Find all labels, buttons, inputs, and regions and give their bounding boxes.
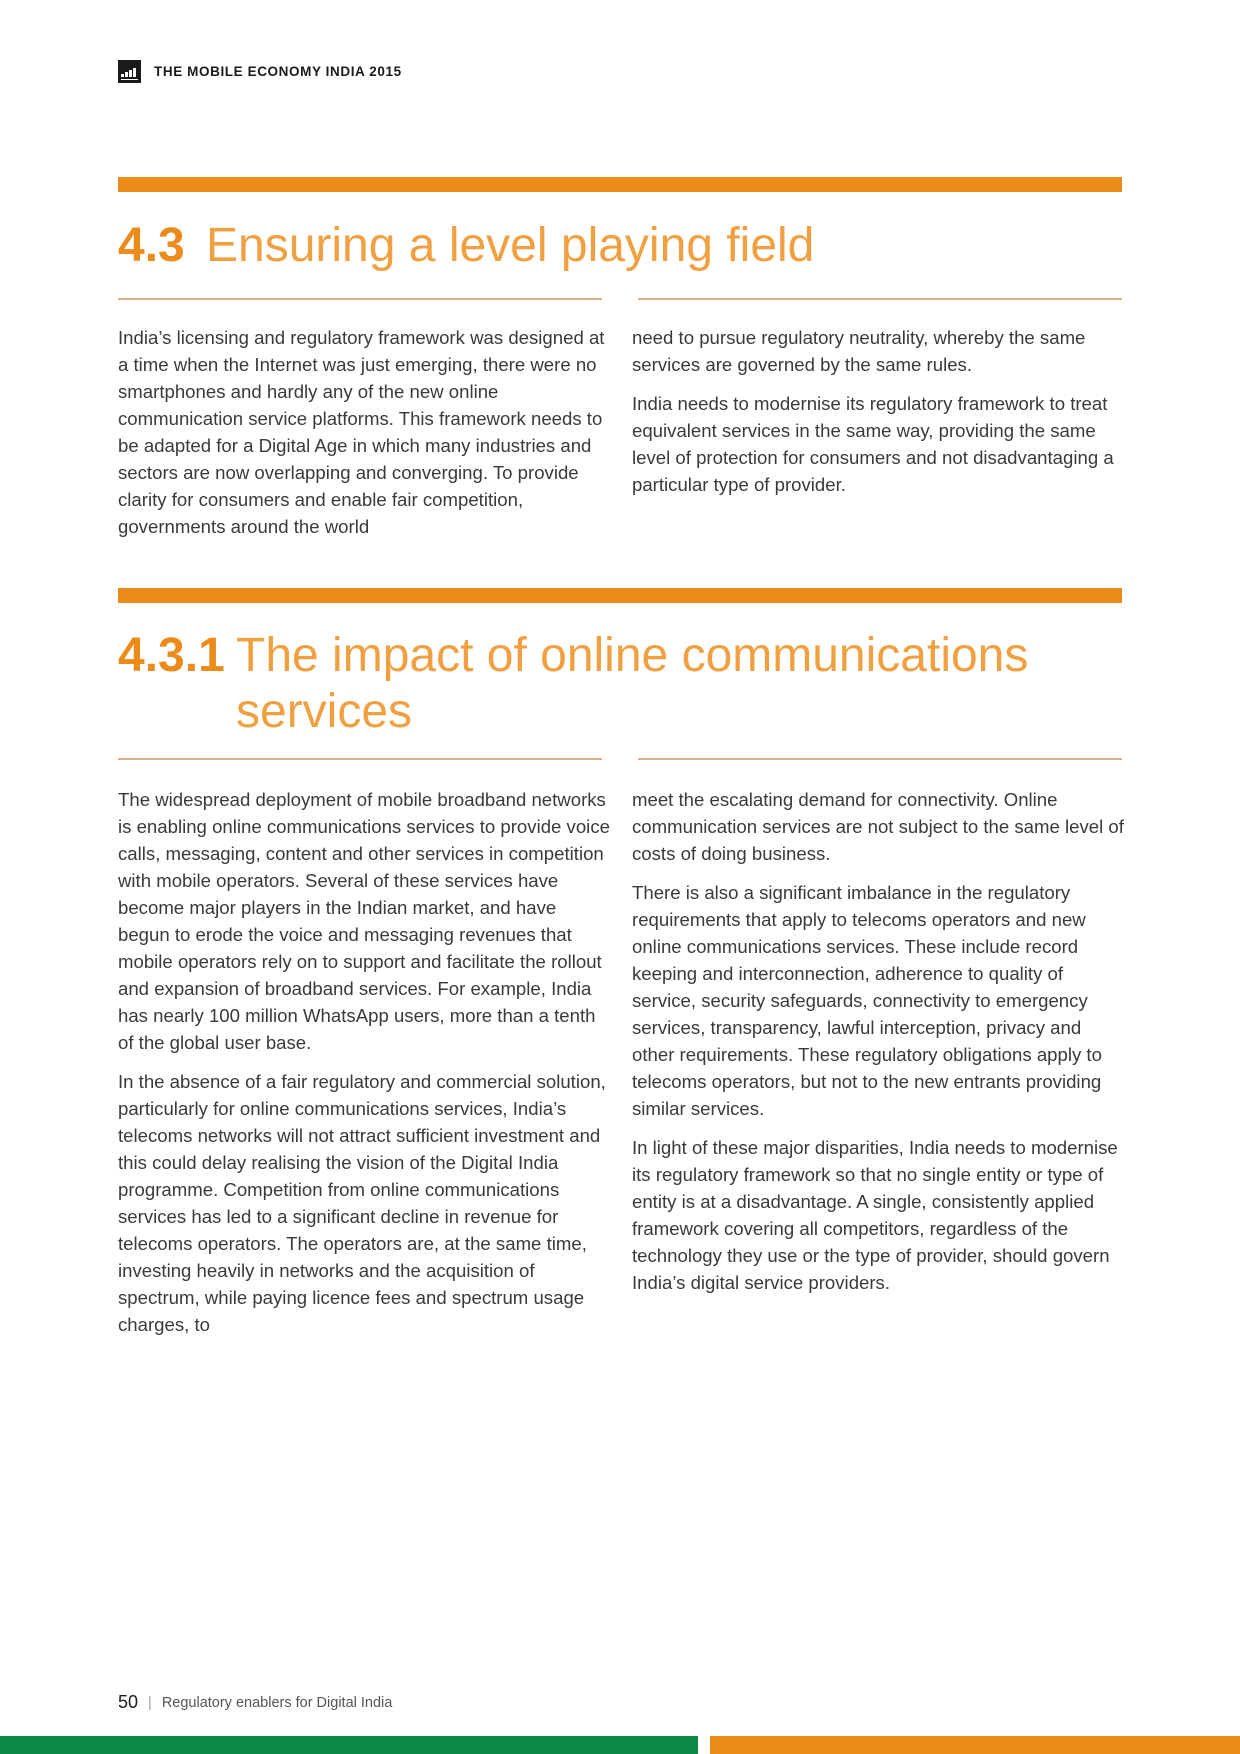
column-rule-right [638,298,1122,300]
footer-stripe-orange [710,1736,1240,1754]
subsection-heading [118,628,1122,740]
column-rule-left [118,758,602,760]
paragraph: In the absence of a fair regulatory and commercial solution, particularly for online communications services, India’s telecoms networks will not attract sufficient investment and this could delay realising the vision of the Digital India programme. Competition from online communications services has led to a significant decline in revenue for telecoms operators. The operators are, at the same time, investing heavily in networks and the acquisition of spectrum, while paying licence fees and spectrum usage charges, to [118,1071,606,1335]
page-footer [118,1692,392,1713]
paragraph: In light of these major disparities, India needs to modernise its regulatory framework so that no single entity or type of entity is at a disadvantage. A single, consistently applied framework covering all competitors, regardless of the technology they use or the type of provider, should govern India’s digital service providers. [632,1137,1118,1293]
subsection-divider-bar [118,588,1122,603]
paragraph: India’s licensing and regulatory framework was designed at a time when the Internet was just emerging, there were no smartphones and hardly any of the new online communication service platforms. This framework needs to be adapted for a Digital Age in which many industries and sectors are now overlapping and converging. To provide clarity for consumers and enable fair competition, governments around the world [118,327,605,537]
paragraph: The widespread deployment of mobile broadband networks is enabling online communications services to provide voice calls, messaging, content and other services in competition with mobile operators. Several of these services have become major players in the Indian market, and have begun to erode the voice and messaging revenues that mobile operators rely on to support and facilitate the rollout and expansion of broadband services. For example, India has nearly 100 million WhatsApp users, more than a tenth of the global user base. [118,789,610,1053]
column-rule-right [638,758,1122,760]
page-number: 50 [118,1692,139,1712]
footer-separator: | [148,1694,152,1711]
body-column-right [632,786,1124,1308]
subsection-title: The impact of online communications services [236,629,1029,738]
section-title: Ensuring a level playing field [206,219,815,272]
column-rule-left [118,298,602,300]
page-header [118,60,402,83]
body-column-right [632,324,1124,510]
paragraph: There is also a significant imbalance in the regulatory requirements that apply to telecoms operators and new online communications services. These include record keeping and interconnection, adherence to quality of service, security safeguards, connectivity to emergency services, transparency, lawful interception, privacy and other requirements. These regulatory obligations apply to telecoms operators, but not to the new entrants providing similar services. [632,882,1102,1119]
body-column-left [118,786,610,1350]
footer-section-label: Regulatory enablers for Digital India [161,1694,393,1711]
paragraph: need to pursue regulatory neutrality, whereby the same services are governed by the same rules. [632,327,1086,375]
subsection-number: 4.3.1 [118,629,225,682]
section-number: 4.3 [118,219,185,272]
report-title: THE MOBILE ECONOMY INDIA 2015 [154,64,402,79]
section-heading [118,218,1122,274]
body-column-left [118,324,610,552]
paragraph: India needs to modernise its regulatory framework to treat equivalent services in the same way, providing the same level of protection for consumers and not disadvantaging a particular type of provider. [632,393,1114,495]
paragraph: meet the escalating demand for connectivity. Online communication services are not subject to the same level of costs of doing business. [632,789,1124,864]
gsma-logo-icon [118,60,141,83]
footer-stripe-green [0,1736,698,1754]
section-divider-bar [118,177,1122,192]
